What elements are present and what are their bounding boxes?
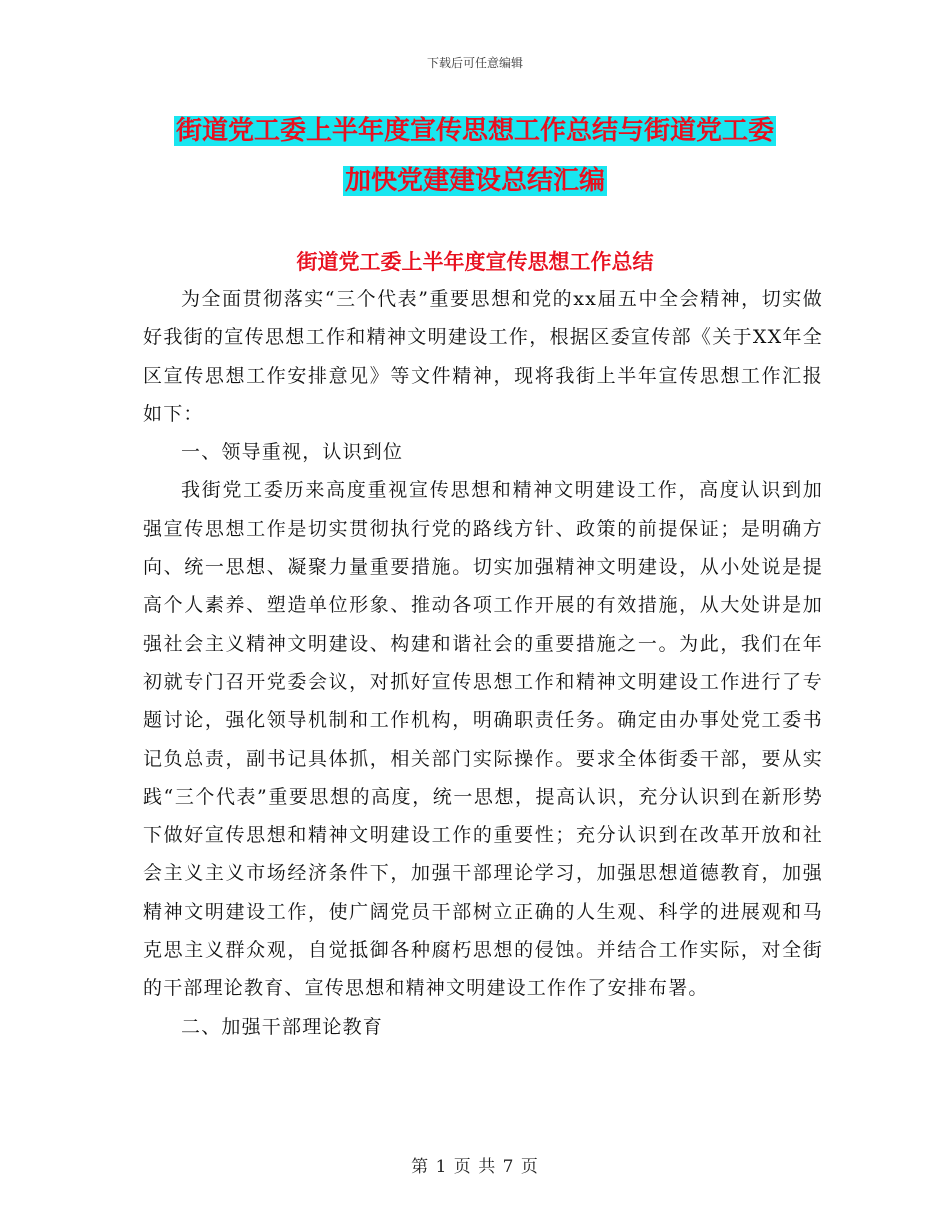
page-header-note: 下载后可任意编辑	[426, 56, 523, 70]
body-text	[143, 280, 823, 1046]
paragraph-1: 我街党工委历来高度重视宣传思想和精神文明建设工作，高度认识到加强宣传思想工作是切实贯彻执行党的路线方针、政策的前提保证；是明确方向、统一思想、凝聚力量重要措施。切实加强精神文明建设，从小处说是提高个人素养、塑造单位形象、推动各项工作开展的有效措施，从大处讲是加强社会主义精神文明建设、构建和谐社会的重要措施之一。为此，我们在年初就专门召开党委会议，对抓好宣传思想工作和精神文明建设工作进行了专题讨论，强化领导机制和工作机构，明确职责任务。确定由办事处党工委书记负总责，副书记具体抓，相关部门实际操作。要求全体街委干部，要从实践“三个代表”重要思想的高度，统一思想，提高认识，充分认识到在新形势下做好宣传思想和精神文明建设工作的重要性；充分认识到在改革开放和社会主义主义市场经济条件下，加强干部理论学习，加强思想道德教育，加强精神文明建设工作，使广阔党员干部树立正确的人生观、科学的进展观和马克思主义群众观，自觉抵御各种腐朽思想的侵蚀。并结合工作实际，对全街的干部理论教育、宣传思想和精神文明建设工作作了安排布署。	[143, 479, 823, 1000]
document-title-line-2	[0, 156, 950, 206]
heading-2: 二、加强干部理论教育	[181, 1015, 384, 1038]
section-title: 街道党工委上半年度宣传思想工作总结	[296, 250, 654, 274]
document-title-line-1	[0, 106, 950, 156]
heading-1: 一、领导重视，认识到位	[181, 441, 404, 464]
page-footer: 第 1 页 共 7 页	[411, 1157, 539, 1177]
document-title	[0, 106, 950, 206]
title-highlight-1: 街道党工委上半年度宣传思想工作总结与街道党工委	[175, 116, 774, 146]
title-highlight-2: 加快党建建设总结汇编	[344, 166, 605, 196]
paragraph-intro: 为全面贯彻落实“三个代表”重要思想和党的xx届五中全会精神，切实做好我街的宣传思想工作和精神文明建设工作，根据区委宣传部《关于XX年全区宣传思想工作安排意见》等文件精神，现将我街上半年宣传思想工作汇报如下：	[143, 288, 823, 425]
